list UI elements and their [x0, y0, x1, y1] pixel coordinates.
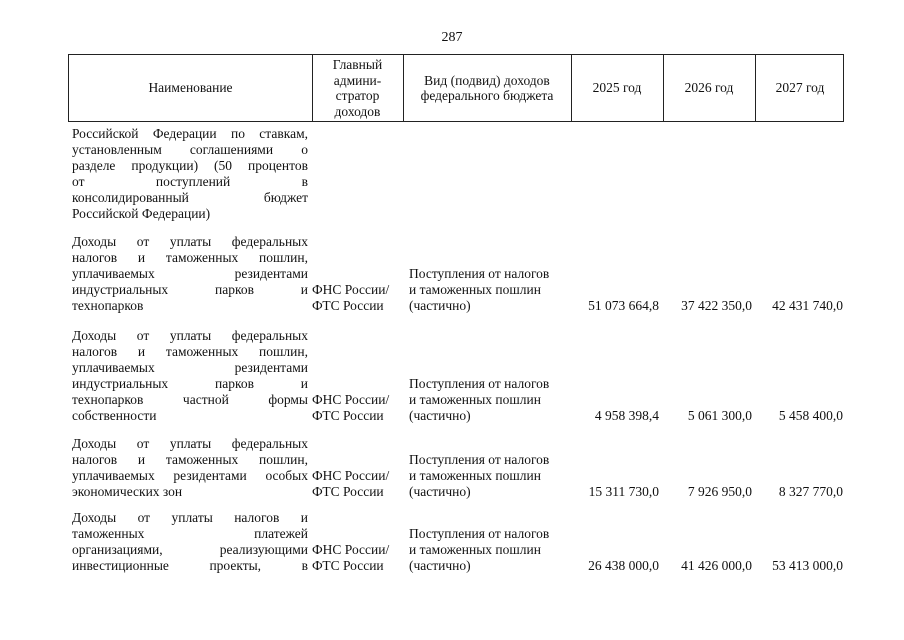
value-2027: 42 431 740,0 — [772, 298, 843, 313]
row-kind-line: и таможенных пошлин — [409, 282, 541, 297]
row-name-line: Доходы от уплаты налогов и — [72, 510, 308, 525]
row-name — [72, 126, 308, 222]
row-kind — [409, 376, 573, 424]
row-admin-line: ФНС России/ — [312, 468, 390, 483]
header-admin-line: админи- — [333, 72, 382, 88]
row-admin — [312, 282, 404, 314]
header-2025: 2025 год — [592, 80, 642, 96]
row-name-line: от поступлений в — [72, 174, 308, 189]
page-number: 287 — [441, 30, 463, 45]
row-name-line: уплачиваемых резидентами — [72, 360, 308, 375]
row-admin — [312, 542, 404, 574]
row-name-line: Доходы от уплаты федеральных — [72, 436, 308, 451]
row-name-line: индустриальных парков и — [72, 282, 308, 297]
row-admin-line: ФТС России — [312, 558, 384, 573]
row-kind — [409, 526, 573, 574]
header-2027: 2027 год — [775, 80, 825, 96]
row-name-line: установленным соглашениями о — [72, 142, 308, 157]
value-2025: 15 311 730,0 — [588, 484, 659, 499]
row-name-line: налогов и таможенных пошлин, — [72, 250, 308, 265]
row-name-line: технопарков — [72, 298, 144, 313]
header-admin — [312, 55, 403, 121]
row-kind-line: (частично) — [409, 558, 471, 573]
header-2026: 2026 год — [684, 80, 734, 96]
row-name-line: налогов и таможенных пошлин, — [72, 452, 308, 467]
row-kind-line: и таможенных пошлин — [409, 542, 541, 557]
row-name-line: разделе продукции) (50 процентов — [72, 158, 308, 173]
value-2026: 5 061 300,0 — [687, 408, 752, 423]
row-name-line: инвестиционные проекты, в — [72, 558, 308, 573]
row-name-line: Российской Федерации) — [72, 206, 211, 221]
value-2027: 8 327 770,0 — [778, 484, 843, 499]
header-kind-line: Вид (подвид) доходов — [424, 72, 550, 88]
row-kind-line: и таможенных пошлин — [409, 468, 541, 483]
value-2026: 41 426 000,0 — [681, 558, 752, 573]
table-header — [68, 54, 844, 122]
row-name-line: уплачиваемых резидентами — [72, 266, 308, 281]
header-admin-line: доходов — [334, 103, 381, 119]
row-admin-line: ФТС России — [312, 298, 384, 313]
row-admin-line: ФТС России — [312, 408, 384, 423]
row-kind — [409, 452, 573, 500]
row-admin-line: ФНС России/ — [312, 392, 390, 407]
row-name-line: Российской Федерации по ставкам, — [72, 126, 308, 141]
row-kind-line: Поступления от налогов — [409, 452, 550, 467]
row-kind-line: Поступления от налогов — [409, 376, 550, 391]
row-name-line: организациями, реализующими — [72, 542, 308, 557]
value-2025: 4 958 398,4 — [594, 408, 659, 423]
header-admin-line: Главный — [332, 57, 383, 72]
header-kind — [403, 55, 571, 121]
value-2026: 37 422 350,0 — [681, 298, 752, 313]
row-name-line: индустриальных парков и — [72, 376, 308, 391]
row-name — [72, 328, 308, 424]
row-name — [72, 436, 308, 500]
row-admin-line: ФНС России/ — [312, 542, 390, 557]
value-2025: 51 073 664,8 — [588, 298, 659, 313]
value-2026: 7 926 950,0 — [687, 484, 752, 499]
row-name-line: уплачиваемых резидентами особых — [72, 468, 308, 483]
row-kind-line: Поступления от налогов — [409, 526, 550, 541]
row-kind-line: (частично) — [409, 408, 471, 423]
row-name-line: Доходы от уплаты федеральных — [72, 234, 308, 249]
row-kind-line: (частично) — [409, 484, 471, 499]
row-name-line: технопарков частной формы — [72, 392, 308, 407]
row-admin — [312, 392, 404, 424]
row-kind — [409, 266, 573, 314]
row-name-line: собственности — [72, 408, 157, 423]
row-name-line: экономических зон — [72, 484, 183, 499]
row-name — [72, 234, 308, 314]
header-name: Наименование — [148, 80, 233, 96]
row-name-line: налогов и таможенных пошлин, — [72, 344, 308, 359]
header-kind-line: федерального бюджета — [420, 88, 554, 103]
row-name-line: Доходы от уплаты федеральных — [72, 328, 308, 343]
value-2027: 5 458 400,0 — [778, 408, 843, 423]
row-name-line: консолидированный бюджет — [72, 190, 308, 205]
row-admin-line: ФНС России/ — [312, 282, 390, 297]
row-name — [72, 510, 308, 574]
row-kind-line: и таможенных пошлин — [409, 392, 541, 407]
header-admin-line: стратор — [335, 88, 380, 103]
value-2025: 26 438 000,0 — [588, 558, 659, 573]
value-2027: 53 413 000,0 — [772, 558, 843, 573]
row-name-line: таможенных платежей — [72, 526, 308, 541]
row-kind-line: (частично) — [409, 298, 471, 313]
row-admin-line: ФТС России — [312, 484, 384, 499]
row-admin — [312, 468, 404, 500]
row-kind-line: Поступления от налогов — [409, 266, 550, 281]
